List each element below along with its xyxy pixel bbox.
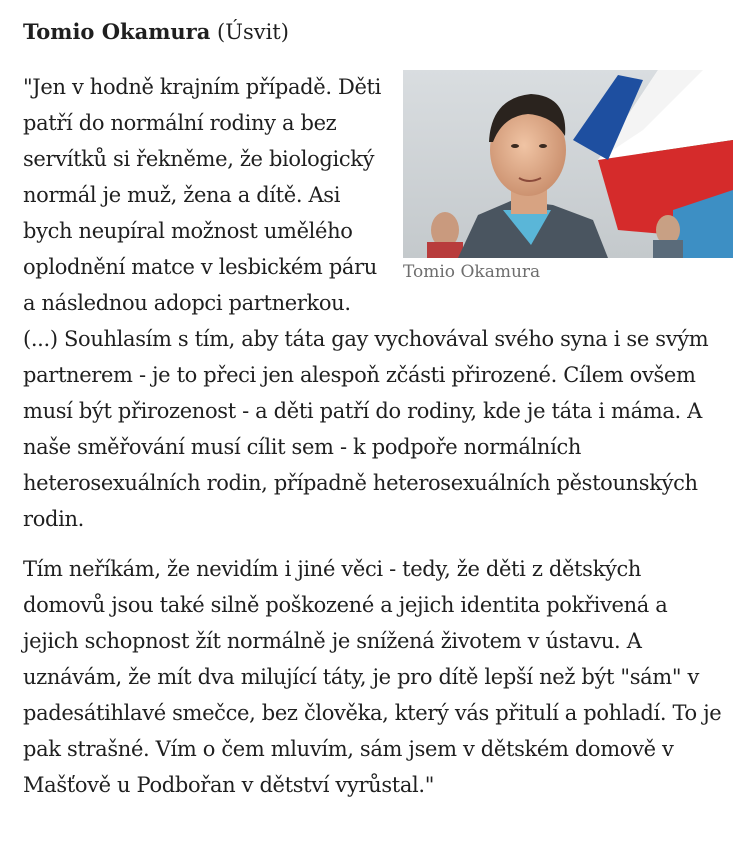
speaker-photo xyxy=(403,70,733,258)
speaker-heading xyxy=(23,14,723,50)
speaker-name: Tomio Okamura xyxy=(23,19,211,44)
article xyxy=(23,14,723,817)
speaker-party: (Úsvit) xyxy=(217,20,289,44)
quote-paragraph-2: Tím neříkám, že nevidím i jiné věci - tedy, že děti z dětských domovů jsou také silně poškozené a jejich identita pokřivená a jejich schopnost žít normálně je snížená životem v ústavu. A uznávám, že mít dva milující táty, je pro dítě lepší než být "sám" v padesátihlavé smečce, bez člověka, který vás přitulí a pohladí. To je pak strašné. Vím o čem mluvím, sám jsem v dětském domově v Mašťově u Podbořan v dětství vyrůstal." xyxy=(23,557,722,797)
photo-caption: Tomio Okamura xyxy=(403,262,541,282)
quote-paragraph-1: "Jen v hodně krajním případě. Děti patří do normální rodiny a bez servítků si řekněme, že biologický normál je muž, žena a dítě. Asi bych neupíral možnost umělého oplodnění matce v lesbickém páru a následnou adopci partnerkou. (...) Souhlasím s tím, aby táta gay vychovával svého syna i se svým partnerem - je to přeci jen alespoň zčásti přirozené. Cílem ovšem musí být přirozenost - a děti patří do rodiny, kde je táta i máma. A naše směřování musí cílit sem - k podpoře normálních heterosexuálních rodin, případně heterosexuálních pěstounských rodin. xyxy=(23,75,709,531)
photo-figure xyxy=(403,70,733,284)
